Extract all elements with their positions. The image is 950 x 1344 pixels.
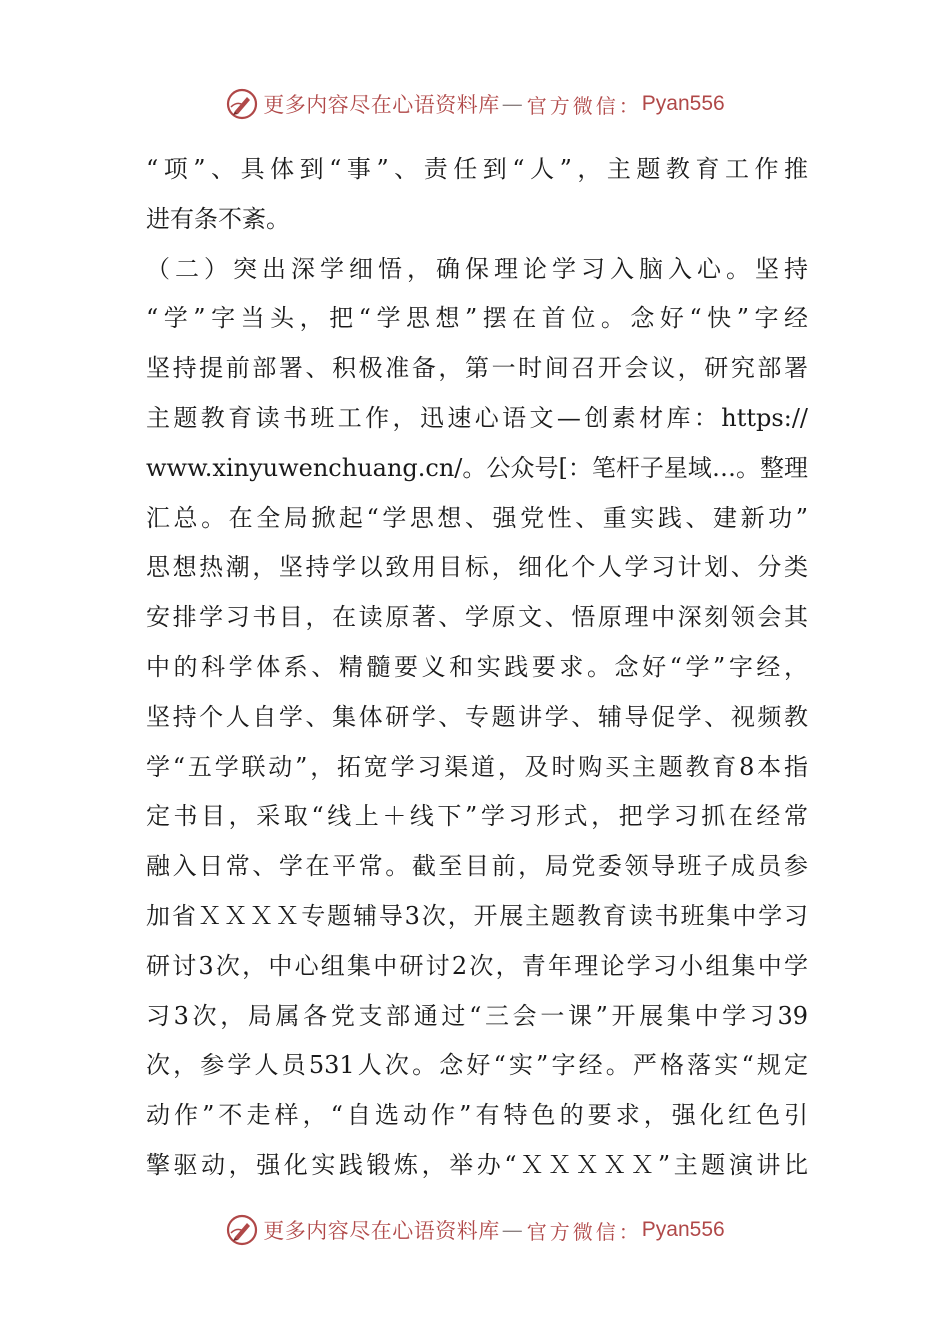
body-line: 安排学习书目，在读原著、学原文、悟原理中深刻领会其 <box>146 603 808 632</box>
pen-logo-icon <box>225 87 259 121</box>
body-line: 汇总。在全局掀起“学思想、强党性、重实践、建新功” <box>146 503 808 532</box>
banner-wechat-label: 官方微信： <box>526 1219 642 1244</box>
body-line: 坚持个人自学、集体研学、专题讲学、辅导促学、视频教 <box>146 702 808 731</box>
body-line: 研讨3次，中心组集中研讨2次，青年理论学习小组集中学 <box>146 951 808 980</box>
banner-text: 更多内容尽在心语资料库 <box>263 93 500 117</box>
footer-banner <box>0 1210 950 1250</box>
banner-wechat-label: 官方微信： <box>526 93 642 118</box>
body-line: 擎驱动，强化实践锻炼，举办“ＸＸＸＸＸ”主题演讲比 <box>146 1150 808 1179</box>
body-line: 定书目，采取“线上＋线下”学习形式，把学习抓在经常 <box>146 802 808 831</box>
body-line: www.xinyuwenchuang.cn/。公众号[：笔杆子星域…。整理 <box>146 453 808 482</box>
body-line: 主题教育读书班工作，迅速心语文—创素材库：https:// <box>146 403 808 432</box>
banner-separator: — <box>501 1218 525 1242</box>
banner-wechat-id: Pyan556 <box>641 92 725 115</box>
body-line: 加省ＸＸＸＸ专题辅导3次，开展主题教育读书班集中学习 <box>146 901 808 930</box>
document-body <box>146 145 808 1191</box>
body-line: （二）突出深学细悟，确保理论学习入脑入心。坚持 <box>146 254 808 283</box>
body-line: 思想热潮，坚持学以致用目标，细化个人学习计划、分类 <box>146 553 808 582</box>
body-line: “项”、具体到“事”、责任到“人”，主题教育工作推 <box>146 155 808 183</box>
banner-wechat-id: Pyan556 <box>641 1218 725 1241</box>
body-line: 学“五学联动”，拓宽学习渠道，及时购买主题教育8本指 <box>146 752 808 781</box>
body-line: “学”字当头，把“学思想”摆在首位。念好“快”字经 <box>146 304 808 333</box>
body-line: 进有条不紊。 <box>146 204 290 233</box>
body-line: 习3次，局属各党支部通过“三会一课”开展集中学习39 <box>146 1001 808 1030</box>
banner-separator: — <box>501 92 525 116</box>
body-line: 坚持提前部署、积极准备，第一时间召开会议，研究部署 <box>146 354 808 383</box>
body-line: 次，参学人员531人次。念好“实”字经。严格落实“规定 <box>146 1051 808 1080</box>
pen-logo-icon <box>225 1213 259 1247</box>
body-line: 动作”不走样，“自选动作”有特色的要求，强化红色引 <box>146 1101 808 1130</box>
banner-text: 更多内容尽在心语资料库 <box>263 1219 500 1243</box>
header-banner <box>0 84 950 124</box>
body-line: 融入日常、学在平常。截至目前，局党委领导班子成员参 <box>146 852 808 881</box>
body-line: 中的科学体系、精髓要义和实践要求。念好“学”字经， <box>146 652 808 681</box>
